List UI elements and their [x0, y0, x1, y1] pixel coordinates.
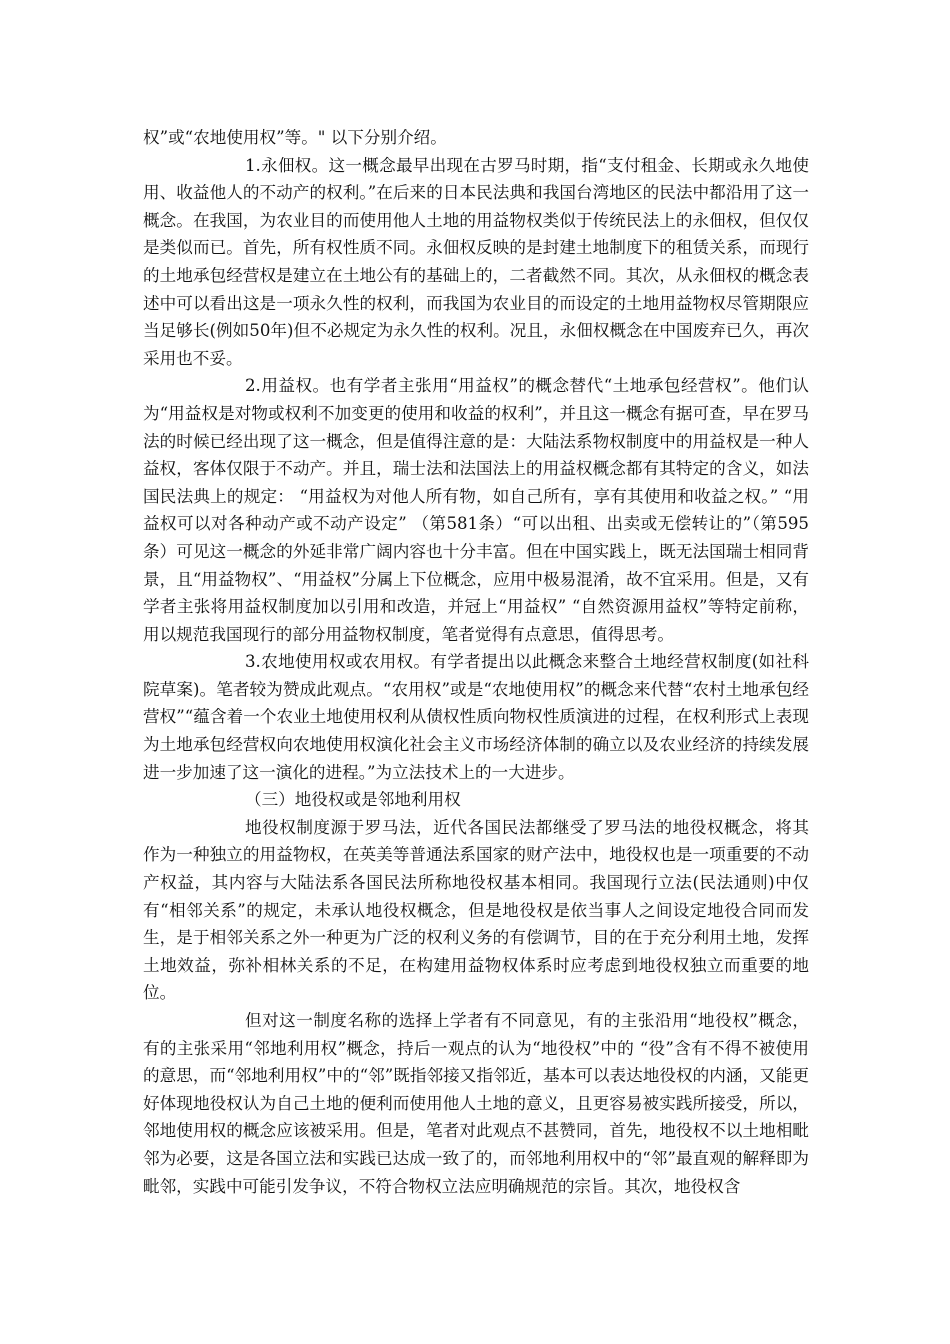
paragraph-agricultural-land-use-right: 3.农地使用权或农用权。有学者提出以此概念来整合土地经营权制度(如社科院草案)。笔者较为赞成此观点。“农用权”或是“农地使用权”的概念来代替“农村土地承包经营权”“蕴含着一个农业土地使用权利从债权性质向物权性质演进的过程，在权利形式上表现为土地承包经营权向农地使用权演化社会主义市场经济体制的确立以及农业经济的持续发展进一步加速了这一演化的进程。”为立法技术上的一大进步。: [143, 652, 809, 782]
paragraph-perpetual-lease-right: 1.永佃权。这一概念最早出现在古罗马时期，指“支付租金、长期或永久地使用、收益他人的不动产的权利。”在后来的日本民法典和我国台湾地区的民法中都沿用了这一概念。在我国，为农业目的而使用他人土地的用益物权类似于传统民法上的永佃权，但仅仅是类似而已。首先，所有权性质不同。永佃权反映的是封建土地制度下的租赁关系，而现行的土地承包经营权是建立在土地公有的基础上的，二者截然不同。其次，从永佃权的概念表述中可以看出这是一项永久性的权利，而我国为农业目的而设定的土地用益物权尽管期限应当足够长(例如50年)但不必规定为永久性的权利。况且，永佃权概念在中国废弃已久，再次采用也不妥。: [143, 155, 809, 368]
paragraph-easement-naming: 但对这一制度名称的选择上学者有不同意见，有的主张沿用“地役权”概念，有的主张采用“邻地利用权”概念，持后一观点的认为“地役权”中的 “役”含有不得不被使用的意思，而“邻地利用权”中的“邻”既指邻接又指邻近，基本可以表达地役权的内涵，又能更好体现地役权认为自己土地的便利而使用他人土地的意义，且更容易被实践所接受，所以，邻地使用权的概念应该被采用。但是，笔者对此观点不甚赞同，首先，地役权不以土地相毗邻为必要，这是各国立法和实践已达成一致了的，而邻地利用权中的“邻”最直观的解释即为毗邻，实践中可能引发争议，不符合物权立法应明确规范的宗旨。其次，地役权含: [143, 1011, 809, 1196]
paragraph-usufruct-right: 2.用益权。也有学者主张用“用益权”的概念替代“土地承包经营权”。他们认为“用益权是对物或权利不加变更的使用和收益的权利”，并且这一概念有据可查，早在罗马法的时候已经出现了这一概念，但是值得注意的是：大陆法系物权制度中的用益权是一种人益权，客体仅限于不动产。并且，瑞士法和法国法上的用益权概念都有其特定的含义，如法国民法典上的规定： “用益权为对他人所有物，如自己所有，享有其使用和收益之权。” “用益权可以对各种动产或不动产设定” （第581条）“可以出租、出卖或无偿转让的”（第595条）可见这一概念的外延非常广阔内容也十分丰富。但在中国实践上，既无法国瑞士相同背景，且“用益物权”、“用益权”分属上下位概念，应用中极易混淆，故不宜采用。但是，又有学者主张将用益权制度加以引用和改造，并冠上“用益权” “自然资源用益权”等特定前称，用以规范我国现行的部分用益物权制度，笔者觉得有点意思，值得思考。: [143, 376, 809, 644]
document-body: [143, 124, 809, 1200]
paragraph-easement-origin: 地役权制度源于罗马法，近代各国民法都继受了罗马法的地役权概念，将其作为一种独立的用益物权，在英美等普通法系国家的财产法中，地役权也是一项重要的不动产权益，其内容与大陆法系各国民法所称地役权基本相同。我国现行立法(民法通则)中仅有“相邻关系”的规定，未承认地役权概念，但是地役权是依当事人之间设定地役合同而发生，是于相邻关系之外一种更为广泛的权利义务的有偿调节，目的在于充分利用土地，发挥土地效益，弥补相林关系的不足，在构建用益物权体系时应考虑到地役权独立而重要的地位。: [143, 817, 809, 1003]
section-heading-easement: （三）地役权或是邻地利用权: [245, 790, 461, 810]
paragraph-intro-continuation: 权”或“农地使用权”等。" 以下分别介绍。: [143, 128, 447, 147]
